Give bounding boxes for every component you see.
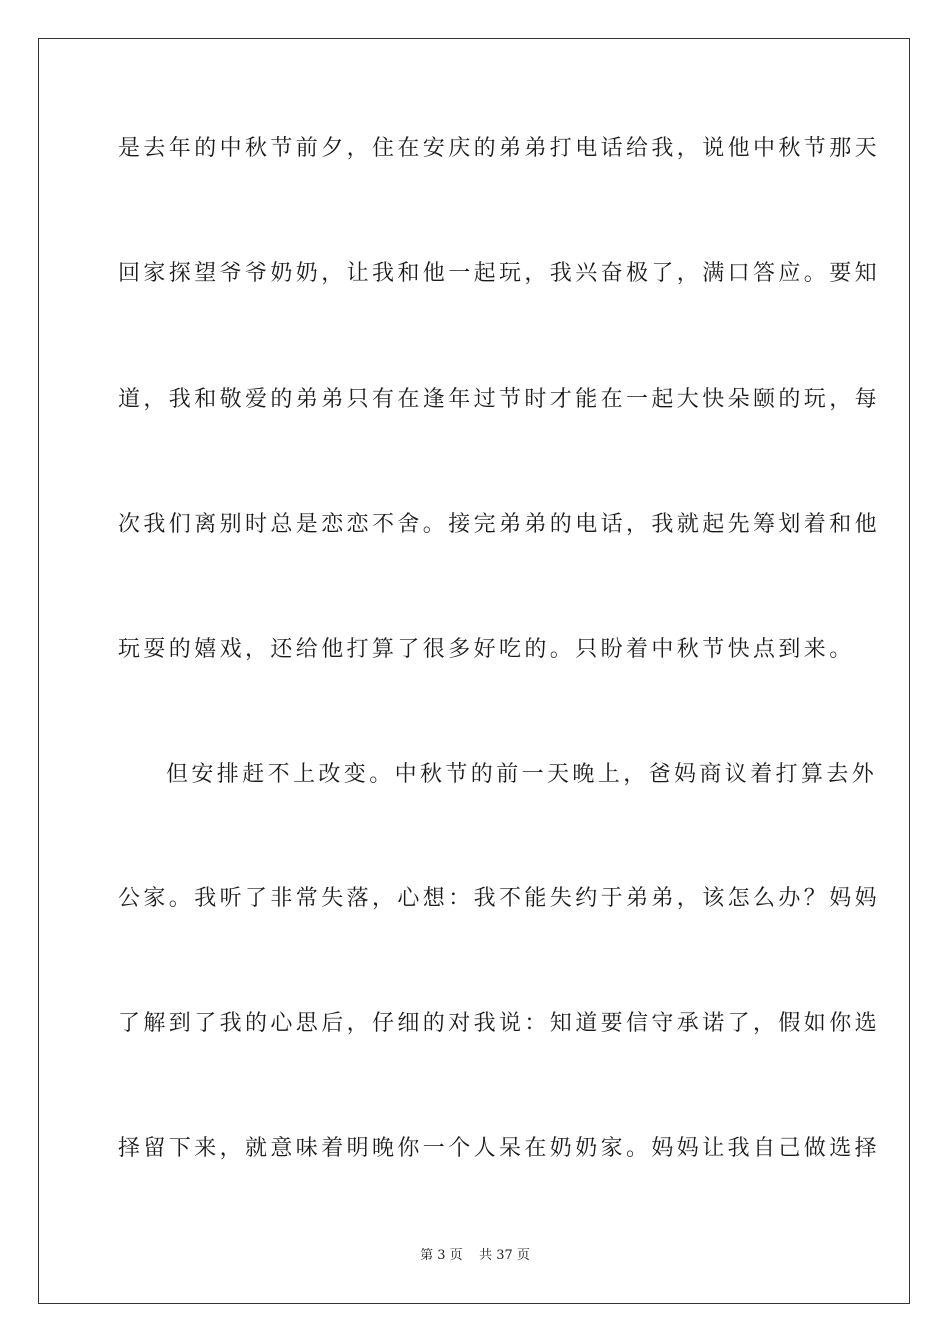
body-text-line-9: 择留下来，就意味着明晚你一个人呆在奶奶家。妈妈让我自己做选择 xyxy=(118,1136,881,1161)
body-text-line-1: 是去年的中秋节前夕，住在安庆的弟弟打电话给我，说他中秋节那天 xyxy=(118,136,881,161)
body-text-line-7: 公家。我听了非常失落，心想：我不能失约于弟弟，该怎么办？妈妈 xyxy=(118,886,881,911)
body-text-line-5: 玩耍的嬉戏，还给他打算了很多好吃的。只盼着中秋节快点到来。 xyxy=(118,637,855,662)
body-text-line-3: 道，我和敬爱的弟弟只有在逢年过节时才能在一起大快朵颐的玩，每 xyxy=(118,387,881,412)
page-number-footer: 第 3 页 共 37 页 xyxy=(420,1248,530,1263)
body-text-line-6: 但安排赶不上改变。中秋节的前一天晚上，爸妈商议着打算去外 xyxy=(166,762,878,787)
page-border xyxy=(38,38,910,1304)
body-text-line-2: 回家探望爷爷奶奶，让我和他一起玩，我兴奋极了，满口答应。要知 xyxy=(118,261,881,286)
body-text-line-8: 了解到了我的心思后，仔细的对我说：知道要信守承诺了，假如你选 xyxy=(118,1011,881,1036)
body-text-line-4: 次我们离别时总是恋恋不舍。接完弟弟的电话，我就起先筹划着和他 xyxy=(118,512,881,537)
